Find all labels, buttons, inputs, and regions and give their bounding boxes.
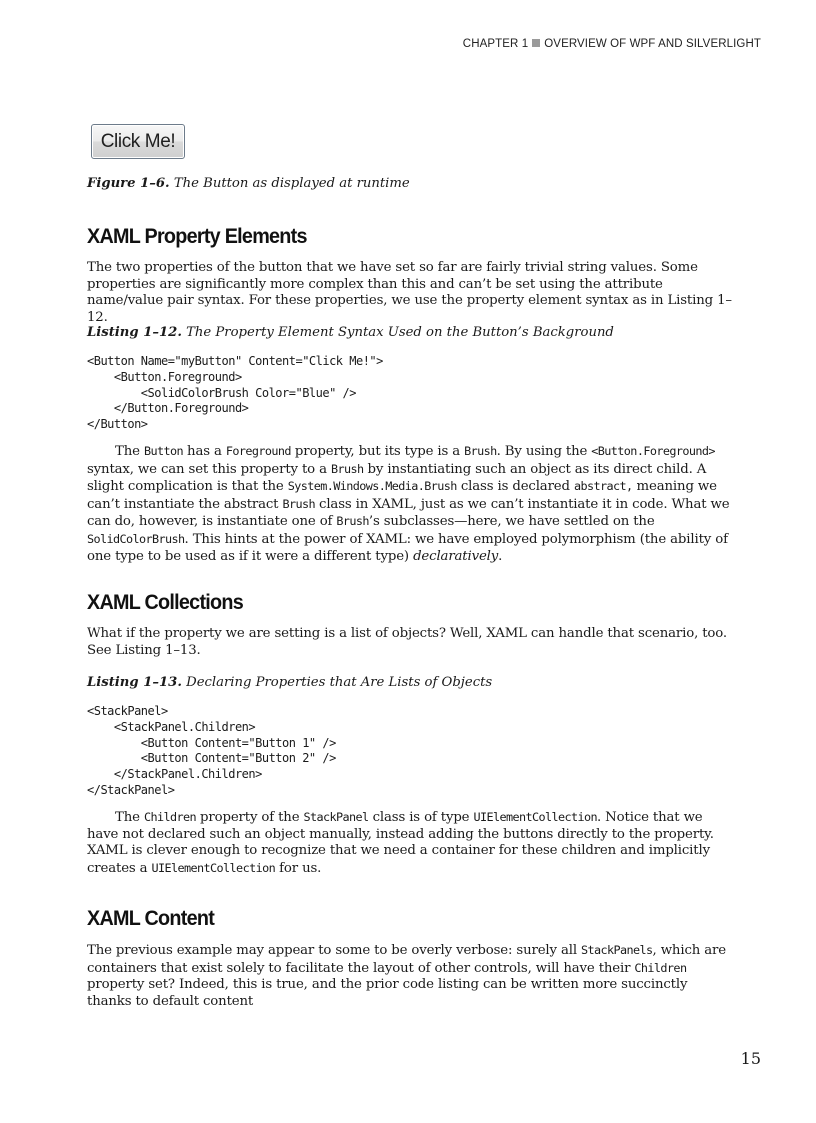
inline-code: Children [143, 810, 196, 824]
listing-1-12-caption [87, 325, 614, 340]
code-listing-1-13: <StackPanel> <StackPanel.Children> <Button Content="Button 1" /> <Button Content="Button 2" /> </StackPanel.Children> </StackPanel> [87, 704, 336, 797]
inline-code: UIElementCollection [473, 810, 598, 824]
section2-body-paragraph [87, 809, 732, 877]
inline-code: UIElementCollection [151, 860, 276, 875]
section2-body-text: The Children property of the StackPanel class is of type UIElementCollection. Notice that we have not declared such an object manually, instead adding the buttons directly to the property. XAML is clever enough to recognize that we need a container for these children and implicitly creates a UIElementCollection for us. [87, 810, 714, 876]
listing-1-13-label: Listing 1–13. [87, 675, 182, 690]
inline-code: Children [634, 960, 687, 975]
running-header [0, 38, 761, 50]
section-heading-collections: XAML Collections [87, 590, 244, 614]
page-number: 15 [740, 1049, 761, 1068]
chapter-label: CHAPTER 1 [462, 38, 529, 50]
emphasis: declaratively [413, 548, 499, 564]
section2-intro-paragraph [87, 626, 732, 659]
inline-code: Brush [330, 461, 364, 476]
section1-body-paragraph [87, 443, 732, 565]
section-heading-content: XAML Content [87, 906, 215, 930]
inline-code: <Button.Foreground> [591, 444, 715, 458]
inline-code: Foreground [225, 444, 291, 458]
section3-body-paragraph [87, 942, 732, 1010]
inline-code: StackPanels [581, 943, 653, 957]
listing-1-13-caption [87, 675, 492, 690]
section-heading-property-elements: XAML Property Elements [87, 224, 307, 248]
listing-1-12-label: Listing 1–12. [87, 325, 182, 340]
listing-1-12-title: The Property Element Syntax Used on the Button’s Background [186, 325, 614, 340]
section2-intro-text: What if the property we are setting is a list of objects? Well, XAML can handle that scenario, too. See Listing 1–13. [87, 626, 727, 658]
section1-intro-text: The two properties of the button that we have set so far are fairly trivial string values. Some properties are significantly more complex than this and can’t be set using the attribute name/value pair syntax. For these properties, we use the property element syntax as in Listing 1–12. [87, 260, 732, 325]
code-listing-1-12: <Button Name="myButton" Content="Click Me!"> <Button.Foreground> <SolidColorBrush Color="Blue" /> </Button.Foreground> </Button> [87, 354, 383, 432]
figure-caption [87, 176, 410, 191]
figure-caption-label: Figure 1–6. [87, 176, 170, 191]
figure-caption-text: The Button as displayed at runtime [173, 176, 410, 191]
inline-code: Brush [282, 496, 315, 511]
separator-square-icon [532, 39, 540, 47]
figure-button-label: Click Me! [100, 130, 176, 152]
inline-code: abstract, [573, 479, 633, 494]
inline-code: SolidColorBrush [87, 531, 185, 546]
section3-body-text: The previous example may appear to some to be overly verbose: surely all StackPanels, which are containers that exist solely to facilitate the layout of other controls, will have their Children property set? Indeed, this is true, and the prior code listing can be written more succinctly thanks to default content [87, 943, 726, 1009]
section1-body-text: The Button has a Foreground property, but its type is a Brush. By using the <Button.Foreground> syntax, we can set this property to a Brush by instantiating such an object as its direct child. A slight complication is that the System.Windows.Media.Brush class is declared abstract, meaning we can’t instantiate the abstract Brush class in XAML, just as we can’t instantiate it in code. What we can do, however, is instantiate one of Brush’s subclasses—here, we have settled on the SolidColorBrush. This hints at the power of XAML: we have employed polymorphism (the ability of one type to be used as if it were a different type) declaratively. [87, 444, 730, 564]
section1-intro-paragraph [87, 260, 732, 326]
inline-code: System.Windows.Media.Brush [287, 479, 457, 494]
click-me-button-figure [91, 124, 185, 159]
inline-code: Brush [336, 514, 369, 529]
inline-code: StackPanel [303, 810, 369, 824]
inline-code: Brush [464, 444, 497, 458]
inline-code: Button [143, 444, 183, 458]
chapter-title: OVERVIEW OF WPF AND SILVERLIGHT [544, 38, 761, 50]
listing-1-13-title: Declaring Properties that Are Lists of Objects [186, 675, 493, 690]
